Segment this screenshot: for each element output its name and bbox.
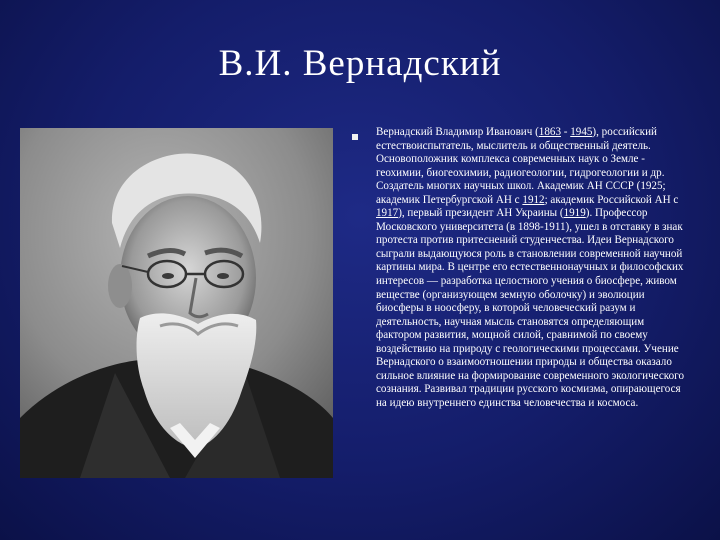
square-bullet (352, 134, 358, 140)
link-year-1919[interactable]: 1919 (563, 207, 586, 220)
portrait-photo (20, 128, 333, 478)
link-death-year[interactable]: 1945 (570, 126, 593, 138)
link-birth-year[interactable]: 1863 (538, 126, 561, 138)
link-year-1917[interactable]: 1917 (376, 207, 399, 220)
link-year-1912[interactable]: 1912 (522, 193, 545, 206)
bio-text-part: ), первый президент АН Украины ( (398, 207, 564, 220)
biography-text (376, 126, 688, 410)
bio-text-part: - (560, 126, 571, 138)
portrait-illustration (20, 128, 333, 478)
slide-title: В.И. Вернадский (218, 43, 502, 84)
bio-text-part: ). Профессор Московского университета (в 1898-1911), ушел в отставку в знак протеста против притеснений студенчества. Идеи Вернадского сыграли выдающуюся роль в становлении современной научной картины мира. В центре его естественнонаучных и философских интересов — разработка целостного учения о биосфере, живом веществе (организующем земную оболочку) и эволюции биосферы в ноосферу, в которой человеческий разум и деятельность, научная мысль становятся определяющим фактором развития, мощной силой, сравнимой по своему воздействию на природу с геологическими процессами. Учение Вернадского о взаимоотношении природы и общества оказало сильное влияние на формирование современного экологического сознания. Развивал традиции русского космизма, опирающегося на идею внутреннего единства человечества и космоса. (376, 207, 684, 409)
bio-text-part: ), российский естествоиспытатель, мыслитель и общественный деятель. Основоположник комплекса современных наук о Земле - геохимии, биогеохимии, радиогеологии, гидрогеологии и др. Создатель многих научных школ. Академик АН СССР (1925; академик Петербургской АН с (376, 126, 666, 206)
bio-text-part: ; академик Российской АН с (544, 193, 679, 206)
bio-text-part: Вернадский Владимир Иванович ( (376, 126, 539, 138)
